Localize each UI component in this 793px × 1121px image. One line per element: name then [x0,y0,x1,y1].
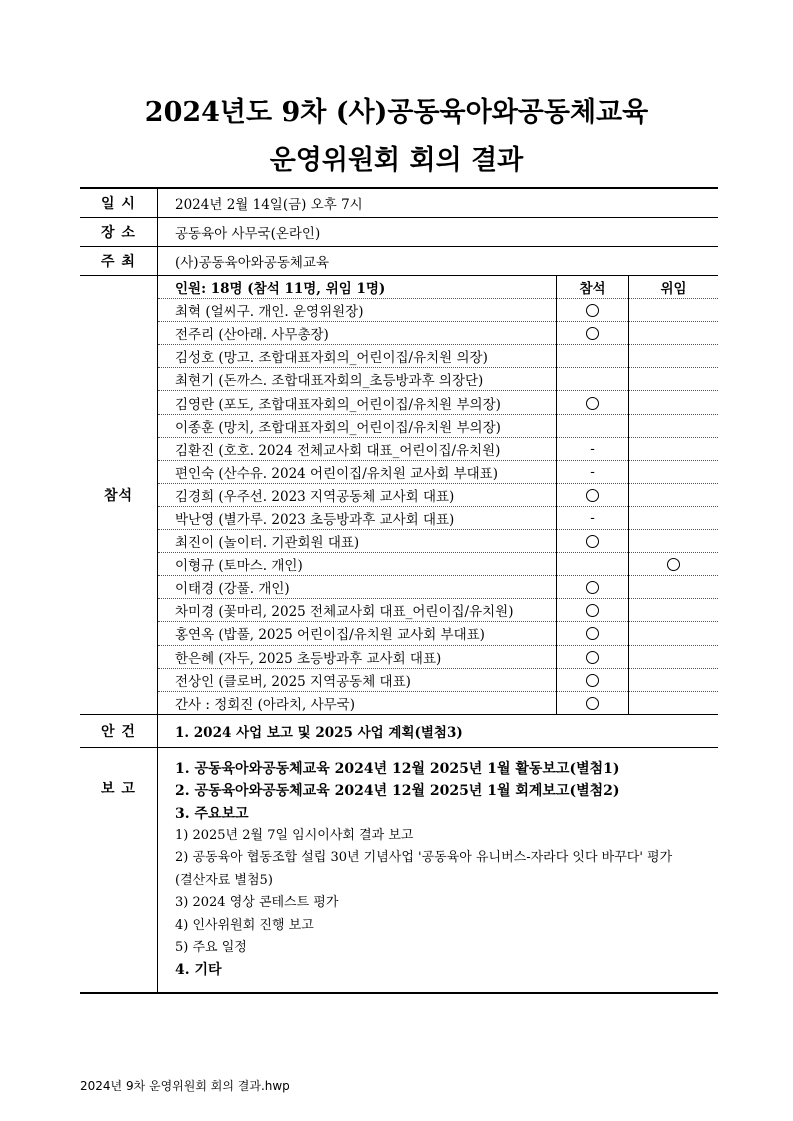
report-label: 보 고 [80,747,158,993]
col-attend-header: 참석 [557,276,629,299]
member-proxy-mark [629,391,719,414]
host-label: 주 최 [80,247,158,276]
circle-mark-icon [586,697,599,710]
attendance-member-row [158,368,718,391]
member-proxy-mark [629,460,719,483]
attendance-member-row [158,622,718,645]
attendance-table [158,276,718,714]
member-attend-mark [557,299,629,322]
member-name: 전상인 (클로버, 2025 지역공동체 대표) [158,668,557,691]
host-value: (사)공동육아와공동체교육 [158,247,719,276]
place-row [80,218,718,247]
report-item-2: 2. 공동육아와공동체교육 2024년 12월 2025년 1월 회계보고(별첨2) [175,783,620,800]
member-attend-mark [557,391,629,414]
member-proxy-mark [629,368,719,391]
member-name: 박난영 (별가루. 2023 초등방과후 교사회 대표) [158,506,557,529]
report-row [80,747,718,993]
member-proxy-mark [629,299,719,322]
agenda-row [80,714,718,747]
attendance-member-row [158,414,718,437]
circle-mark-icon [586,581,599,594]
member-proxy-mark [629,668,719,691]
member-attend-mark [557,622,629,645]
member-proxy-mark [629,437,719,460]
member-name: 김경희 (우주선. 2023 지역공동체 교사회 대표) [158,483,557,506]
report-sub-2: 2) 공동육아 협동조합 설립 30년 기념사업 '공동육아 유니버스-자라다 잇다 바꾸다' 평가 [175,850,673,866]
attendance-member-row [158,483,718,506]
attendance-member-row [158,299,718,322]
datetime-row [80,188,718,218]
attendance-member-row [158,460,718,483]
report-sub-4: 4) 인사위원회 진행 보고 [175,917,314,933]
member-name: 최현기 (돈까스. 조합대표자회의_초등방과후 의장단) [158,368,557,391]
attendance-member-row [158,645,718,668]
member-attend-mark [557,553,629,576]
place-label: 장 소 [80,218,158,247]
member-proxy-mark [629,622,719,645]
member-attend-mark [557,530,629,553]
attendance-member-row [158,506,718,529]
member-proxy-mark [629,553,719,576]
place-value: 공동육아 사무국(온라인) [158,218,719,247]
member-attend-mark [557,576,629,599]
report-item-1: 1. 공동육아와공동체교육 2024년 12월 2025년 1월 활동보고(별첨1) [175,760,620,777]
meeting-table [80,187,718,994]
report-sub-2b: (결산자료 별첨5) [175,872,273,888]
report-sub-5: 5) 주요 일정 [175,940,247,956]
attendance-member-row [158,576,718,599]
member-proxy-mark [629,576,719,599]
member-attend-mark [557,345,629,368]
agenda-value: 1. 2024 사업 보고 및 2025 사업 계획(별첨3) [158,714,719,747]
report-item-3: 3. 주요보고 [175,805,249,822]
circle-mark-icon [586,304,599,317]
agenda-label: 안 건 [80,714,158,747]
member-name: 김영란 (포도, 조합대표자회의_어린이집/유치원 부의장) [158,391,557,414]
circle-mark-icon [586,627,599,640]
datetime-label: 일 시 [80,188,158,218]
attendance-member-row [158,530,718,553]
col-proxy-header: 위임 [629,276,719,299]
member-attend-mark [557,668,629,691]
circle-mark-icon [667,558,680,571]
footer-filename: 2024년 9차 운영위원회 회의 결과.hwp [80,1079,290,1093]
member-proxy-mark [629,414,719,437]
attendance-member-row [158,691,718,714]
member-attend-mark: - [557,437,629,460]
member-name: 이형규 (토마스. 개인) [158,553,557,576]
member-proxy-mark [629,691,719,714]
member-name: 홍연옥 (밥풀, 2025 어린이집/유치원 교사회 부대표) [158,622,557,645]
member-proxy-mark [629,599,719,622]
member-name: 전주리 (산아래. 사무총장) [158,322,557,345]
attendance-member-row [158,345,718,368]
member-attend-mark [557,322,629,345]
attendance-member-row [158,437,718,460]
circle-mark-icon [586,397,599,410]
report-sub-3: 3) 2024 영상 콘테스트 평가 [175,895,339,911]
member-name: 김환진 (호호. 2024 전체교사회 대표_어린이집/유치원) [158,437,557,460]
report-content [158,747,719,993]
member-name: 간사 : 정회진 (아라치, 사무국) [158,691,557,714]
attendance-member-row [158,322,718,345]
member-proxy-mark [629,322,719,345]
circle-mark-icon [586,674,599,687]
member-attend-mark: - [557,460,629,483]
member-name: 최진이 (놀이터. 기관회원 대표) [158,530,557,553]
member-name: 편인숙 (산수유. 2024 어린이집/유치원 교사회 부대표) [158,460,557,483]
member-attend-mark [557,645,629,668]
member-attend-mark [557,483,629,506]
circle-mark-icon [586,604,599,617]
report-sub-1: 1) 2025년 2월 7일 임시이사회 결과 보고 [175,828,414,843]
attendance-summary: 인원: 18명 (참석 11명, 위임 1명) [175,281,386,298]
member-name: 한은혜 (자두, 2025 초등방과후 교사회 대표) [158,645,557,668]
attendance-member-row [158,668,718,691]
member-attend-mark [557,368,629,391]
member-attend-mark [557,599,629,622]
member-proxy-mark [629,506,719,529]
attendance-header [158,276,718,299]
member-attend-mark [557,691,629,714]
document-title: 2024년도 9차 (사)공동육아와공동체교육 [144,97,649,128]
member-proxy-mark [629,345,719,368]
member-attend-mark [557,414,629,437]
circle-mark-icon [586,489,599,502]
member-name: 이종훈 (망치, 조합대표자회의_어린이집/유치원 부의장) [158,414,557,437]
document-subtitle: 운영위원회 회의 결과 [269,145,524,176]
circle-mark-icon [586,651,599,664]
member-proxy-mark [629,483,719,506]
host-row [80,247,718,276]
attendance-member-row [158,553,718,576]
attendance-member-row [158,599,718,622]
member-name: 김성호 (망고. 조합대표자회의_어린이집/유치원 의장) [158,345,557,368]
attendance-cell [158,276,719,715]
member-name: 이태경 (강풀. 개인) [158,576,557,599]
member-proxy-mark [629,645,719,668]
member-name: 차미경 (꽃마리, 2025 전체교사회 대표_어린이집/유치원) [158,599,557,622]
attendance-row [80,276,718,715]
member-attend-mark: - [557,506,629,529]
circle-mark-icon [586,327,599,340]
datetime-value: 2024년 2월 14일(금) 오후 7시 [158,188,719,218]
member-proxy-mark [629,530,719,553]
member-name: 최혁 (얼씨구. 개인. 운영위원장) [158,299,557,322]
report-item-4: 4. 기타 [175,962,222,979]
attendance-label: 참석 [80,276,158,715]
attendance-member-row [158,391,718,414]
circle-mark-icon [586,535,599,548]
